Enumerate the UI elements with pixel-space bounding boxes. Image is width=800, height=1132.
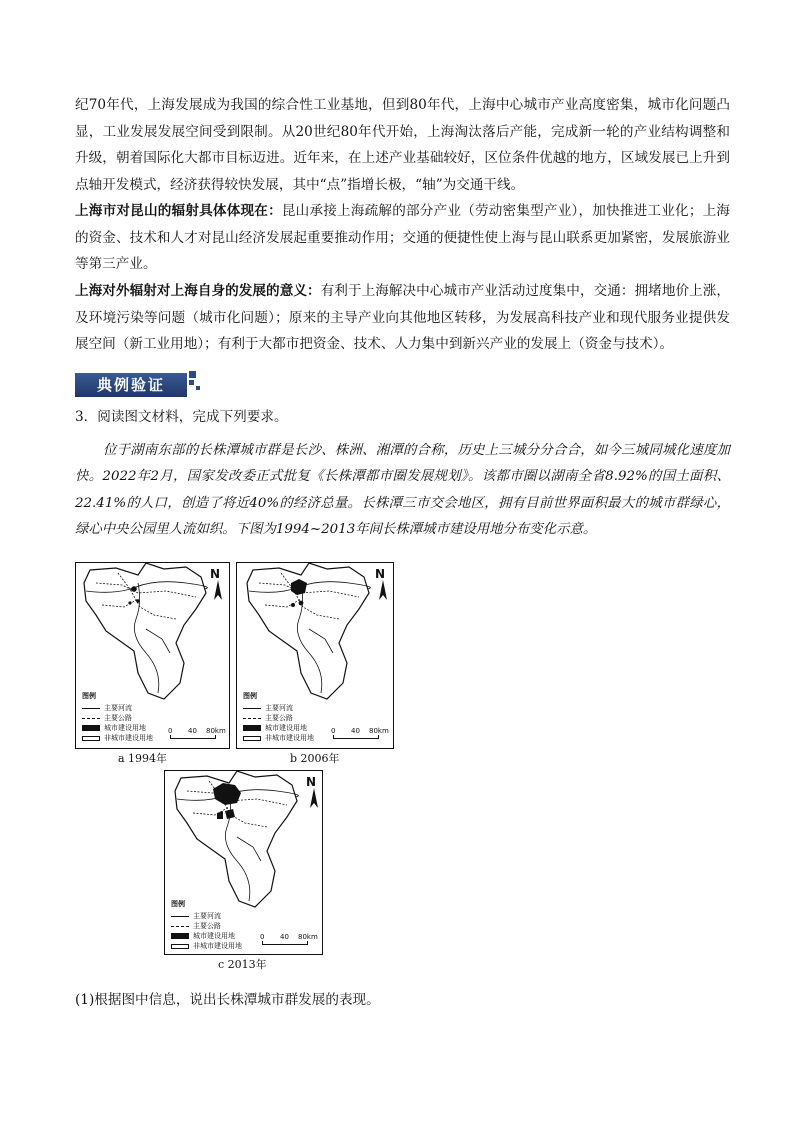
- section-badge-label: 典例验证: [75, 373, 187, 397]
- north-arrow-icon: N: [375, 567, 386, 581]
- map-legend: [82, 691, 153, 743]
- legend-nonurban: 非城市建设用地: [104, 734, 153, 742]
- map-2013-caption: c 2013年: [218, 958, 267, 971]
- paragraph-kunshan-heading: 上海市对昆山的辐射具体体现在：: [75, 203, 282, 219]
- question-sub-1: (1)根据图中信息，说出长株潭城市群发展的表现。: [75, 992, 380, 1008]
- scale-tick-80: 80km: [298, 933, 318, 941]
- legend-nonurban-swatch: [171, 944, 189, 949]
- map-legend: [243, 691, 314, 743]
- map-2013: [164, 770, 323, 955]
- legend-urban: 城市建设用地: [265, 724, 307, 732]
- scale-bar: [168, 727, 226, 739]
- scale-bar: [331, 727, 389, 739]
- paragraph-shanghai-development: 纪70年代，上海发展成为我国的综合性工业基地，但到80年代，上海中心城市产业高度密集，城市化问题凸显，工业发展发展空间受到限制。从20世纪80年代开始，上海淘汰落后产能，完成新一轮的产业结构调整和升级，朝着国际化大都市目标迈进。近年来，在上述产业基础较好，区位条件优越的地方，区域发展已上升到点轴开发模式，经济获得较快发展，其中“点”指增长极，“轴”为交通干线。: [75, 97, 730, 193]
- badge-decoration: [189, 371, 196, 378]
- legend-urban-swatch: [243, 725, 261, 731]
- legend-river: 主要河流: [104, 704, 132, 712]
- badge-decoration: [189, 380, 194, 385]
- legend-title: 图例: [171, 900, 185, 908]
- legend-road: 主要公路: [193, 922, 221, 930]
- scale-tick-0: 0: [260, 933, 265, 941]
- map-legend: [171, 899, 242, 951]
- legend-river-swatch: [171, 916, 189, 917]
- north-arrow-icon: N: [210, 567, 221, 581]
- legend-river-swatch: [243, 708, 261, 709]
- section-badge: [75, 371, 199, 397]
- map-1994: [75, 562, 230, 749]
- legend-river: 主要河流: [193, 912, 221, 920]
- legend-road: 主要公路: [265, 714, 293, 722]
- scale-tick-0: 0: [331, 727, 336, 735]
- paragraph-shanghai-significance: [75, 278, 730, 358]
- question-material: 位于湖南东部的长株潭城市群是长沙、株洲、湘潭的合称，历史上三城分分合合，如今三城同城化速度加快。2022年2月，国家发改委正式批复《长株潭都市圈发展规划》。该都市圈以湖南全省8.92%的国土面积、22.41%的人口，创造了将近40%的经济总量。长株潭三市交会地区，拥有目前世界面积最大的城市群绿心，绿心中央公园里人流如织。下图为1994~2013年间长株潭城市建设用地分布变化示意。: [75, 443, 730, 538]
- legend-river-swatch: [82, 708, 100, 709]
- scale-tick-0: 0: [168, 727, 173, 735]
- paragraph-kunshan-text: 昆山承接上海疏解的部分产业（劳动密集型产业），加快推进工业化；上海的资金、技术和人才对昆山经济发展起重要推动作用；交通的便捷性使上海与昆山联系更加紧密，发展旅游业等第三产业。: [75, 203, 730, 273]
- north-arrow-shape: [378, 580, 388, 600]
- legend-river: 主要河流: [265, 704, 293, 712]
- legend-urban: 城市建设用地: [193, 932, 235, 940]
- scale-tick-40: 40: [351, 727, 360, 735]
- legend-urban-swatch: [171, 933, 189, 939]
- map-1994-caption: a 1994年: [118, 752, 168, 765]
- paragraph-significance-heading: 上海对外辐射对上海自身的发展的意义：: [75, 283, 321, 299]
- map-2006: [236, 562, 394, 749]
- north-arrow-shape: [213, 580, 223, 600]
- scale-tick-40: 40: [188, 727, 197, 735]
- map-2006-caption: b 2006年: [290, 752, 340, 765]
- paragraph-kunshan-radiation: [75, 198, 730, 278]
- legend-road-swatch: [82, 718, 100, 719]
- scale-tick-40: 40: [280, 933, 289, 941]
- legend-title: 图例: [243, 692, 257, 700]
- legend-nonurban-swatch: [82, 736, 100, 741]
- badge-decoration: [196, 386, 200, 390]
- legend-road-swatch: [243, 718, 261, 719]
- legend-urban: 城市建设用地: [104, 724, 146, 732]
- legend-nonurban-swatch: [243, 736, 261, 741]
- scale-tick-80: 80km: [369, 727, 389, 735]
- scale-tick-80: 80km: [206, 727, 226, 735]
- north-arrow-shape: [309, 788, 319, 808]
- legend-urban-swatch: [82, 725, 100, 731]
- legend-road-swatch: [171, 926, 189, 927]
- legend-nonurban: 非城市建设用地: [193, 942, 242, 950]
- paragraph-significance-text: 有利于上海解决中心城市产业活动过度集中，交通：拥堵地价上涨，及环境污染等问题（城市化问题）；原来的主导产业向其他地区转移，为发展高科技产业和现代服务业提供发展空间（新工业用地）；有利于大都市把资金、技术、人力集中到新兴产业的发展上（资金与技术）。: [75, 283, 731, 353]
- legend-title: 图例: [82, 692, 96, 700]
- question-intro: 3．阅读图文材料，完成下列要求。: [75, 409, 288, 425]
- legend-nonurban: 非城市建设用地: [265, 734, 314, 742]
- scale-bar: [260, 933, 318, 945]
- north-arrow-icon: N: [306, 775, 317, 789]
- legend-road: 主要公路: [104, 714, 132, 722]
